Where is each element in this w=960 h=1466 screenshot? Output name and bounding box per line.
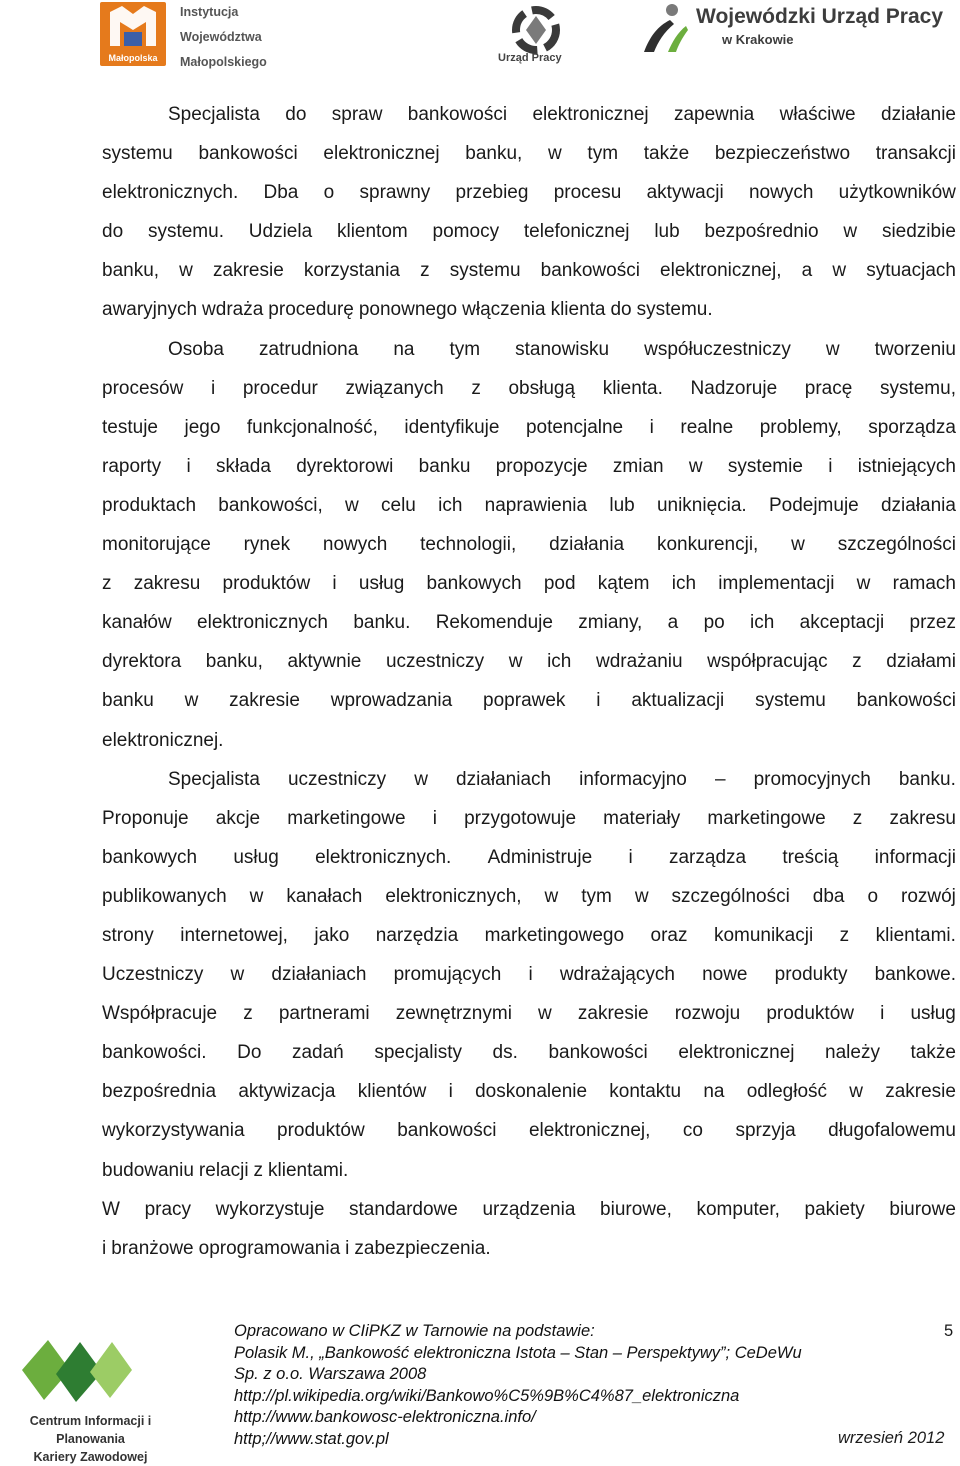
ciipkz-caption	[3, 1412, 178, 1466]
paragraph-line: elektronicznych. Dba o sprawny przebieg procesu aktywacji nowych użytkowników	[102, 182, 956, 204]
paragraph-line: W pracy wykorzystuje standardowe urządzenia biurowe, komputer, pakiety biurowe	[102, 1198, 956, 1220]
paragraph-line: Specjalista do spraw bankowości elektronicznej zapewnia właściwe działanie	[168, 104, 956, 125]
paragraph-line: bankowych usług elektronicznych. Administruje i zarządza treścią informacji	[102, 846, 956, 868]
paragraph-line: do systemu. Udziela klientom pomocy telefonicznej lub bezpośrednio w siedzibie	[102, 221, 956, 243]
paragraph-line: banku w zakresie wprowadzania poprawek i aktualizacji systemu bankowości	[102, 690, 956, 712]
paragraph-line: z zakresu produktów i usług bankowych pod kątem ich implementacji w ramach	[102, 573, 956, 595]
source-link[interactable]: http://www.bankowosc-elektroniczna.info/	[234, 1408, 536, 1427]
source-note: Opracowano w CIiPKZ w Tarnowie na podstawie:	[234, 1322, 595, 1340]
paragraph-line: banku, w zakresie korzystania z systemu bankowości elektronicznej, a w sytuacjach	[102, 260, 956, 282]
paragraph-line: testuje jego funkcjonalność, identyfikuje potencjalne i realne problemy, sporządza	[102, 416, 956, 438]
paragraph-line: Współpracuje z partnerami zewnętrznymi w zakresie rozwoju produktów i usług	[102, 1003, 956, 1025]
paragraph-line: produktach bankowości, w celu ich naprawienia lub uniknięcia. Podejmuje działania	[102, 494, 956, 516]
page-header	[0, 0, 960, 80]
institution-line: Instytucja	[180, 5, 239, 19]
malopolska-logo	[100, 2, 166, 66]
document-date: wrzesień 2012	[838, 1429, 945, 1447]
paragraph-line: Specjalista uczestniczy w działaniach informacyjno – promocyjnych banku.	[168, 768, 956, 790]
paragraph-line: publikowanych w kanałach elektronicznych, w tym w szczególności dba o rozwój	[102, 885, 956, 907]
wup-subtitle: w Krakowie	[722, 32, 794, 47]
paragraph-line: i branżowe oprogramowania i zabezpieczenia.	[102, 1237, 491, 1259]
institution-line: Województwa	[180, 30, 262, 44]
paragraph-line: bankowości. Do zadań specjalisty ds. bankowości elektronicznej należy także	[102, 1042, 956, 1064]
paragraph-line: budowaniu relacji z klientami.	[102, 1159, 349, 1181]
institution-line: Małopolskiego	[180, 55, 267, 69]
paragraph-line: bezpośrednia aktywizacja klientów i doskonalenie kontaktu na odległość w zakresie	[102, 1081, 956, 1103]
paragraph-line: systemu bankowości elektronicznej banku, w tym także bezpieczeństwo transakcji	[102, 143, 956, 165]
malopolska-caption: Małopolska	[108, 53, 158, 63]
source-note: Polasik M., „Bankowość elektroniczna Istota – Stan – Perspektywy”; CeDeWu	[234, 1343, 802, 1362]
paragraph-line: raporty i składa dyrektorowi banku propozycje zmian w systemie i istniejących	[102, 455, 956, 477]
source-notes	[234, 1321, 924, 1451]
paragraph-line: Osoba zatrudniona na tym stanowisku współuczestniczy w tworzeniu	[168, 338, 956, 360]
paragraph-line: wykorzystywania produktów bankowości elektronicznej, co sprzyja długofalowemu	[102, 1120, 956, 1142]
source-link[interactable]: http://pl.wikipedia.org/wiki/Bankowo%C5%9B%C4%87_elektroniczna	[234, 1386, 740, 1405]
source-link[interactable]: http;//www.stat.gov.pl	[234, 1429, 389, 1448]
paragraph-line: elektronicznej.	[102, 729, 224, 751]
urzad-pracy-caption: Urząd Pracy	[498, 52, 562, 64]
ciipkz-caption-line: Centrum Informacji i Planowania	[29, 1414, 152, 1446]
wup-title: Wojewódzki Urząd Pracy	[696, 5, 944, 28]
paragraph-line: dyrektora banku, aktywnie uczestniczy w ich wdrażaniu współpracując z działami	[102, 651, 956, 673]
paragraph-line: procesów i procedur związanych z obsługą klienta. Nadzoruje pracę systemu,	[102, 377, 956, 399]
job-description	[102, 95, 956, 1268]
page-number: 5	[944, 1322, 954, 1340]
malopolska-emblem-icon	[100, 2, 166, 50]
ciipkz-caption-line: Kariery Zawodowej	[33, 1450, 148, 1464]
source-note: Sp. z o.o. Warszawa 2008	[234, 1365, 427, 1384]
paragraph-line: monitorujące rynek nowych technologii, działania konkurencji, w szczególności	[102, 534, 956, 556]
paragraph-line: awaryjnych wdraża procedurę ponownego włączenia klienta do systemu.	[102, 299, 713, 321]
paragraph-line: strony internetowej, jako narzędzia marketingowego oraz komunikacji z klientami.	[102, 924, 956, 946]
institution-name	[180, 0, 267, 75]
wup-figure-logo-icon	[640, 2, 690, 54]
paragraph-line: Proponuje akcje marketingowe i przygotowuje materiały marketingowe z zakresu	[102, 807, 956, 829]
paragraph-line: kanałów elektronicznych banku. Rekomenduje zmiany, a po ich akceptacji przez	[102, 612, 956, 634]
paragraph-line: Uczestniczy w działaniach promujących i wdrażających nowe produkty bankowe.	[102, 964, 956, 986]
